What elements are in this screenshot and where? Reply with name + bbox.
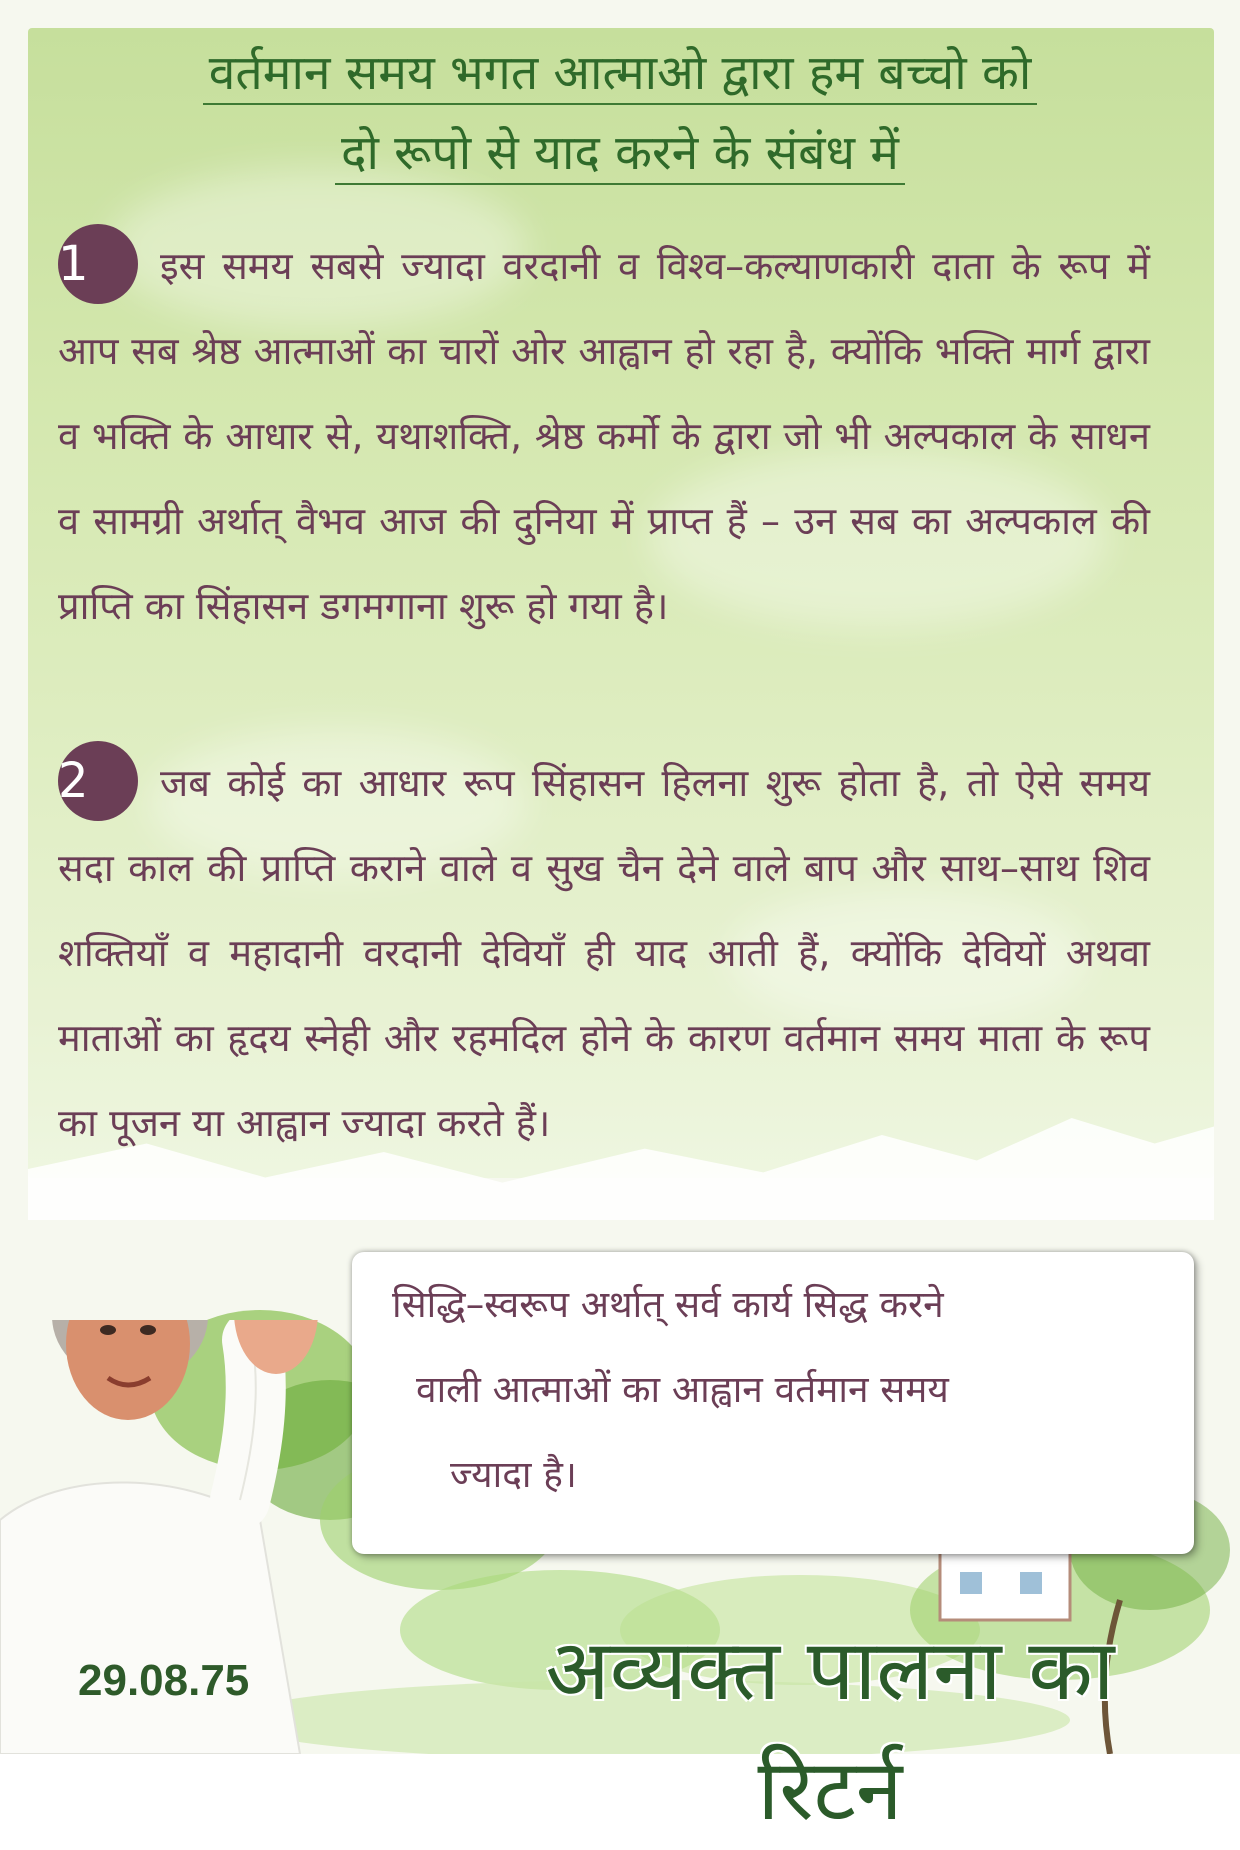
point-2-paragraph xyxy=(58,741,1150,1166)
page-title-line1 xyxy=(60,38,1180,108)
brand-title: अव्यक्त पालना का रिटर्न xyxy=(545,1621,1115,1839)
point-1-paragraph xyxy=(58,224,1150,649)
quote-line-2: वाली आत्माओं का आह्वान वर्तमान समय xyxy=(416,1368,949,1411)
quote-line-1: सिद्धि–स्वरूप अर्थात् सर्व कार्य सिद्ध करने xyxy=(392,1283,944,1326)
title-line1-text: वर्तमान समय भगत आत्माओ द्वारा हम बच्चो को xyxy=(203,45,1038,105)
date-label: 29.08.75 xyxy=(78,1656,250,1705)
quote-text-block xyxy=(392,1262,1152,1517)
quote-line-3: ज्यादा है। xyxy=(450,1453,577,1496)
page-title-line2 xyxy=(60,118,1180,188)
point-2-text: जब कोई का आधार रूप सिंहासन हिलना शुरू होता है, तो ऐसे समय सदा काल की प्राप्ति कराने वाले व सुख चैन देने वाले बाप और साथ–साथ शिव शक्तियाँ व महादानी वरदानी देवियाँ ही याद आती हैं, क्योंकि देवियों अथवा माताओं का हृदय स्नेही और रहमदिल होने के कारण वर्तमान समय माता के रूप का पूजन या आह्वान ज्यादा करते हैं। xyxy=(58,761,1150,1145)
point-1-text: इस समय सबसे ज्यादा वरदानी व विश्व–कल्याणकारी दाता के रूप में आप सब श्रेष्ठ आत्माओं का चारों ओर आह्वान हो रहा है, क्योंकि भक्ति मार्ग द्वारा व भक्ति के आधार से, यथाशक्ति, श्रेष्ठ कर्मो के द्वारा जो भी अल्पकाल के साधन व सामग्री अर्थात् वैभव आज की दुनिया में प्राप्त हैं – उन सब का अल्पकाल की प्राप्ति का सिंहासन डगमगाना शुरू हो गया है। xyxy=(58,244,1150,628)
point-1-number-badge: 1 xyxy=(58,224,138,304)
title-line2-text: दो रूपो से याद करने के संबंध में xyxy=(335,125,905,185)
point-2-number-badge: 2 xyxy=(58,741,138,821)
